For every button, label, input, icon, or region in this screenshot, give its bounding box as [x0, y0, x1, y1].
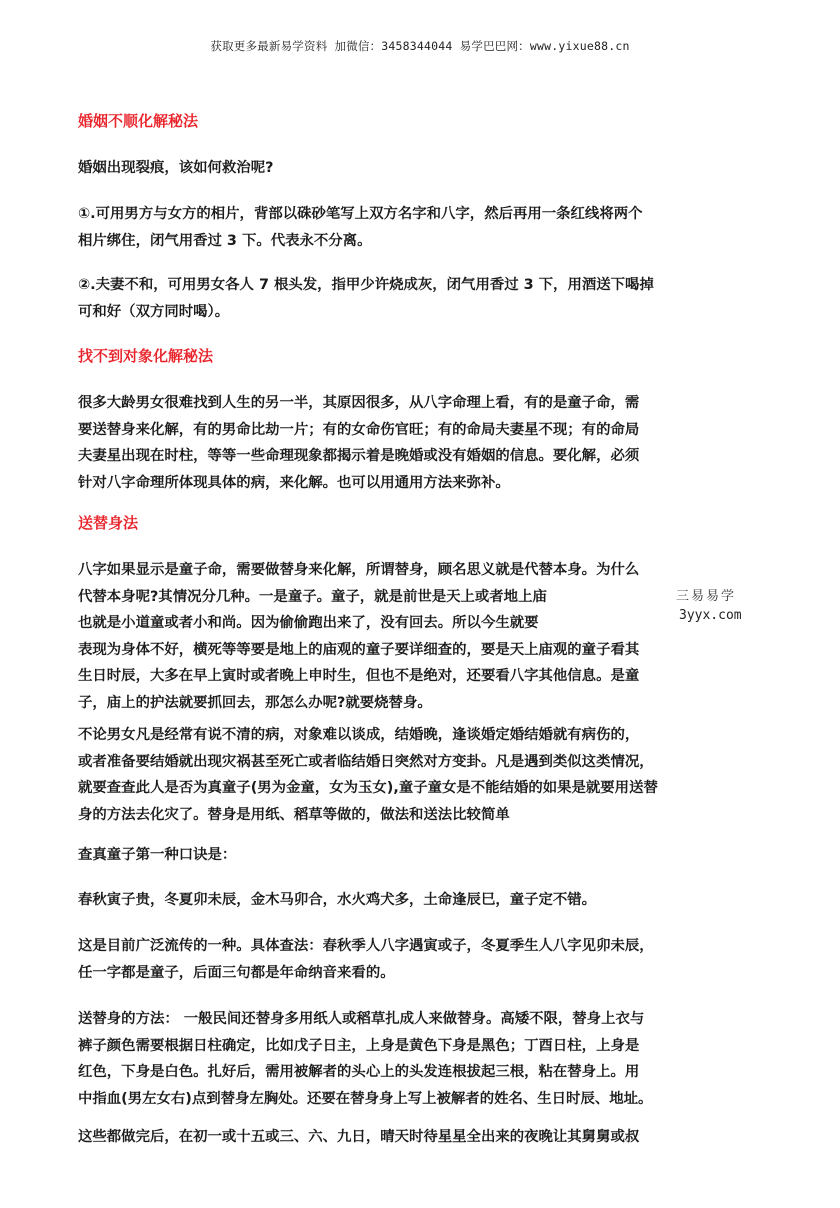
paragraph [78, 1124, 718, 1151]
text-line: 相片绑住，闭气用香过 3 下。代表永不分离。 [78, 232, 372, 249]
text-line: 针对八字命理所体现具体的病，来化解。也可以用通用方法来弥补。 [78, 474, 510, 491]
text-line: 子，庙上的护法就要抓回去，那怎么办呢?就要烧替身。 [78, 694, 432, 711]
paragraph [78, 842, 718, 869]
text-line: 就要查查此人是否为真童子(男为金童，女为玉女),童子童女是不能结婚的如果是就要用送替 [78, 780, 658, 796]
text-line: 中指血(男左女右)点到替身左胸处。还要在替身身上写上被解者的姓名、生日时辰、地址。 [78, 1090, 653, 1107]
text-line: 任一字都是童子，后面三句都是年命纳音来看的。 [78, 964, 395, 981]
text-line: 裤子颜色需要根据日柱确定，比如戊子日主，上身是黄色下身是黑色；丁酉日柱，上身是 [78, 1037, 640, 1054]
text-line: 红色，下身是白色。扎好后，需用被解者的头心上的头发连根拔起三根，粘在替身上。用 [78, 1064, 640, 1080]
text-line: 生日时辰，大多在早上寅时或者晚上申时生，但也不是绝对，还要看八字其他信息。是童 [78, 668, 640, 684]
text-line: 春秋寅子贵，冬夏卯未辰，金木马卯合，水火鸡犬多，土命逢辰巳，童子定不错。 [78, 892, 597, 908]
text-line: 不论男女凡是经常有说不清的病，对象难以谈成，结婚晚，逢谈婚定婚结婚就有病伤的， [78, 727, 640, 743]
watermark-url: 3yyx.com [679, 608, 742, 623]
text-line: 表现为身体不好，横死等等要是地上的庙观的童子要详细查的，要是天上庙观的童子看其 [78, 641, 640, 658]
paragraph [78, 272, 718, 325]
text-line: 夫妻星出现在时柱，等等一些命理现象都揭示着是晚婚或没有婚姻的信息。要化解，必须 [78, 448, 640, 464]
text-line: ②.夫妻不和，可用男女各人 7 根头发，指甲少许烧成灰，闭气用香过 3 下，用酒送下喝掉 [78, 277, 654, 293]
text-line: 很多大龄男女很难找到人生的另一半，其原因很多，从八字命理上看，有的是童子命，需 [78, 395, 640, 411]
text-line: 查真童子第一种口诀是： [78, 847, 237, 863]
text-line: 这是目前广泛流传的一种。具体查法：春秋季人八字遇寅或子，冬夏季生人八字见卯未辰， [78, 938, 654, 954]
paragraph [78, 390, 718, 496]
page-header: 获取更多最新易学资料 加微信：3458344044 易学巴巴网：www.yixue88.cn [210, 39, 630, 53]
text-line: ①.可用男方与女方的相片，背部以硃砂笔写上双方名字和八字，然后再用一条红线将两个 [78, 206, 643, 222]
paragraph [78, 155, 718, 182]
paragraph [78, 557, 718, 716]
text-line: 这些都做完后，在初一或十五或三、六、九日，晴天时待星星全出来的夜晚让其舅舅或叔 [78, 1129, 640, 1145]
text-line: 也就是小道童或者小和尚。因为偷偷跑出来了，没有回去。所以今生就要 [78, 615, 539, 631]
section-heading-substitute: 送替身法 [78, 514, 139, 532]
section-heading-no-partner: 找不到对象化解秘法 [78, 347, 214, 365]
text-line: 送替身的方法： 一般民间还替身多用纸人或稻草扎成人来做替身。高矮不限，替身上衣与 [78, 1011, 645, 1027]
section-heading-marriage: 婚姻不顺化解秘法 [78, 112, 199, 130]
text-line: 可和好（双方同时喝）。 [78, 303, 230, 320]
text-line: 身的方法去化灾了。替身是用纸、稻草等做的，做法和送法比较简单 [78, 806, 510, 823]
text-line: 婚姻出现裂痕，该如何救治呢? [78, 160, 274, 176]
watermark-title: 三易易学 [676, 589, 737, 604]
text-line: 代替本身呢?其情况分几种。一是童子。童子，就是前世是天上或者地上庙 [78, 588, 547, 605]
paragraph [78, 933, 718, 986]
paragraph [78, 1006, 718, 1112]
paragraph [78, 887, 718, 914]
paragraph [78, 201, 718, 254]
text-line: 或者准备要结婚就出现灾祸甚至死亡或者临结婚日突然对方变卦。凡是遇到类似这类情况， [78, 753, 654, 770]
text-line: 八字如果显示是童子命，需要做替身来化解，所谓替身，顾名思义就是代替本身。为什么 [78, 562, 640, 578]
text-line: 要送替身来化解，有的男命比劫一片；有的女命伤官旺；有的命局夫妻星不现；有的命局 [78, 421, 640, 438]
paragraph [78, 722, 718, 828]
